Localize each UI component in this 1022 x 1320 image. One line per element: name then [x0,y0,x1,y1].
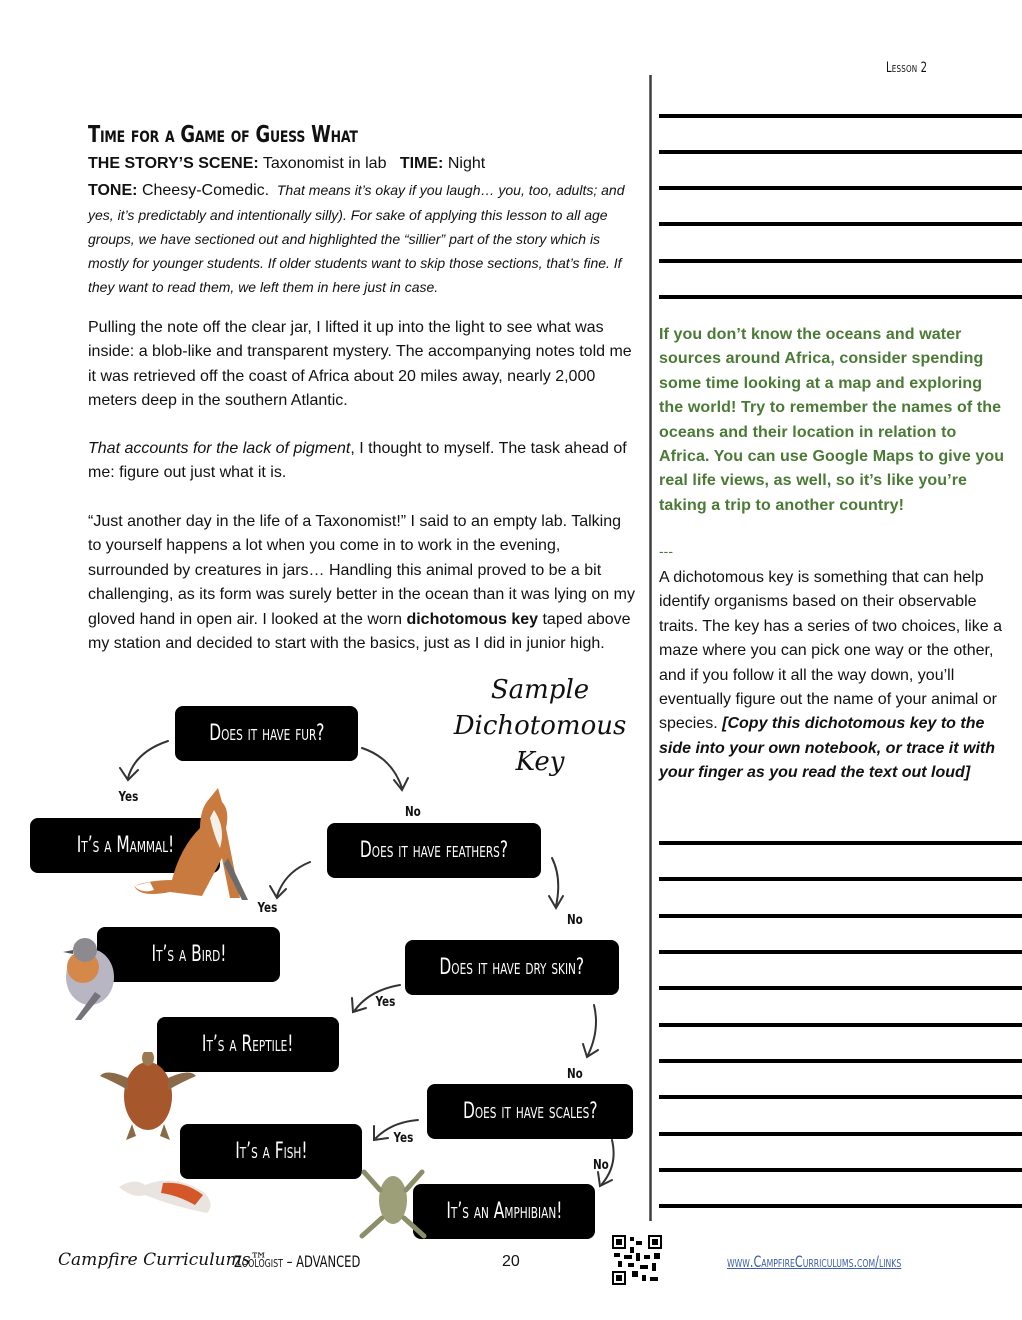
node-its-a-mammal: It’s a Mammal! [30,818,220,873]
node-does-it-have-feathers: Does it have feathers? [327,823,541,878]
node-does-it-have-fur: Does it have fur? [175,706,358,761]
writing-line [659,186,1022,190]
writing-line [659,114,1022,118]
section-title: Time for a Game of Guess What [88,122,358,148]
robin-illustration-icon [55,932,120,1022]
node-its-an-amphibian: It’s an Amphibian! [413,1184,595,1239]
scene-label: THE STORY’S SCENE: [88,155,259,172]
node-does-it-have-scales: Does it have scales? [427,1084,633,1139]
paragraph-text: “Just another day in the life of a Taxonomist!” I said to an empty lab. Talking to yourself happens a lot when you come in to work in the evening, surrounded by creatures in jars… Handling this animal proved to be a bit challenging, as its form was surely better in the ocean than it was lying on my gloved hand in open air. I looked at the worn [88,513,635,628]
node-its-a-fish: It’s a Fish! [180,1124,362,1179]
label-no: No [566,1067,583,1082]
writing-line [659,914,1022,918]
diagram-title-line1: Sample [490,675,590,705]
paragraph-text: , I thought to myself. The task ahead of me: figure out just what it is. [88,440,627,482]
node-does-it-have-dry-skin: Does it have dry skin? [405,940,619,995]
writing-line [659,1095,1022,1099]
writing-line [659,841,1022,845]
diagram-title-line2: Dichotomous Key [453,711,627,777]
node-its-a-bird: It’s a Bird! [97,927,280,982]
arrow-icon [588,1005,596,1055]
time-label: TIME: [399,155,444,172]
writing-line [659,986,1022,990]
writing-line [659,1059,1022,1063]
node-its-a-reptile: It’s a Reptile! [157,1017,339,1072]
writing-line [659,950,1022,954]
sea-turtle-illustration-icon [98,1052,198,1144]
course-title: Zoologist – ADVANCED [234,1252,361,1271]
tone-value: Cheesy-Comedic. [141,182,270,199]
label-yes: Yes [257,901,278,916]
note-separator: --- [659,543,673,559]
writing-line [659,1204,1022,1208]
fox-illustration-icon [130,788,270,908]
writing-line [659,1132,1022,1136]
writing-line [659,1023,1022,1027]
campfire-links-link[interactable]: www.CampfireCurriculums.com/links [727,1252,902,1271]
africa-tip-note: If you don’t know the oceans and water sources around Africa, consider spending some time looking at a map and exploring the world! Try to remember the names of the oceans and their location in relation to Africa. You can use Google Maps to give you real life views, as well, so it’s like you’re taking a trip to another country! [659,326,1005,514]
tone-label: TONE: [88,182,138,199]
label-no: No [592,1158,609,1173]
writing-line [659,150,1022,154]
lesson-label: Lesson 2 [886,60,928,76]
arrow-icon [552,858,558,906]
writing-line [659,222,1022,226]
label-no: No [404,805,421,820]
page-number: 20 [502,1253,520,1270]
arrow-icon [128,741,168,778]
paragraph-text: taped above my station and decided to start with the basics, just as I did in junior high. [88,610,631,653]
writing-line [659,877,1022,881]
dichotomous-key-note [659,566,1009,786]
italic-thought: That accounts for the lack of pigment [88,440,351,457]
scene-value: Taxonomist in lab [262,155,387,172]
brand-logo: Campfire Curriculums™ [58,1250,268,1270]
label-yes: Yes [375,995,396,1010]
label-no: No [566,913,583,928]
frog-illustration-icon [358,1160,428,1240]
writing-line [659,1168,1022,1172]
label-yes: Yes [118,790,139,805]
key-explanation: A dichotomous key is something that can help identify organisms based on their observable traits. The key has a series of two choices, like a maze where you can pick one way or the other, and if you follow it all the way down, you’ll eventually figure out the name of your animal or species. [659,569,1002,733]
arrow-icon [277,862,310,896]
koi-fish-illustration-icon [115,1165,220,1220]
key-term: dichotomous key [406,610,539,628]
writing-line [659,259,1022,263]
label-yes: Yes [393,1131,414,1146]
tone-note: That means it’s okay if you laugh… you, too, adults; and yes, it’s predictably and intentionally silly). For sake of applying this lesson to all age groups, we have sectioned out and highlighted the “sillier” part of the story which is mostly for younger students. If older students want to skip those sections, that’s fine. If they want to read them, we left them in here just in case. [88,182,625,295]
copy-instruction: [Copy this dichotomous key to the side into your own notebook, or trace it with your finger as you read the text out loud] [659,715,996,782]
qr-code-icon[interactable] [612,1235,662,1285]
writing-line [659,295,1022,299]
time-value: Night [447,155,486,172]
story-paragraph-1: Pulling the note off the clear jar, I lifted it up into the light to see what was inside: a blob-like and transparent mystery. The accompanying notes told me it was retrieved off the coast of Africa about 20 miles away, nearly 2,000 meters deep in the southern Atlantic. [88,319,632,410]
